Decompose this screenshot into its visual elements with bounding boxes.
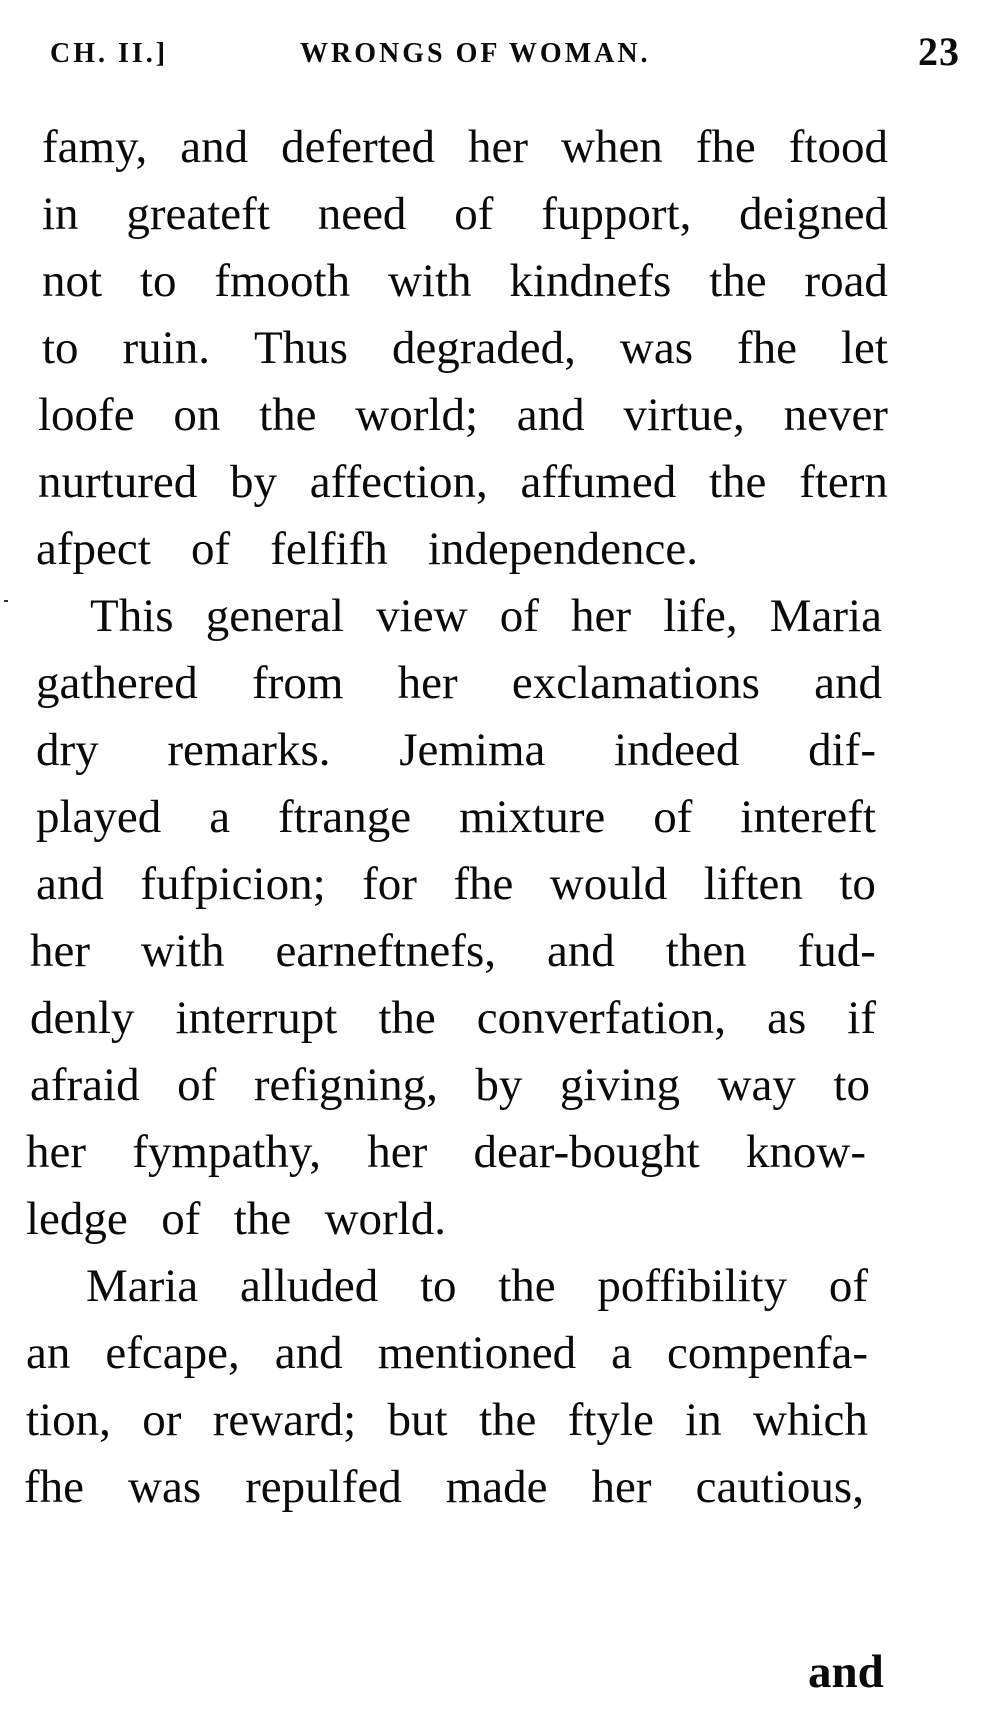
- word: the: [378, 992, 436, 1044]
- word: virtue,: [623, 389, 745, 441]
- word: with: [387, 255, 472, 307]
- word: her: [571, 590, 632, 642]
- word: know-: [745, 1126, 866, 1178]
- word: exclamations: [511, 657, 760, 709]
- word: deigned: [739, 188, 888, 240]
- text-line paragraph-start: [90, 580, 882, 652]
- word: was: [128, 1461, 202, 1513]
- word: fmooth: [214, 255, 351, 307]
- word: Thus: [253, 322, 348, 374]
- text-line: [36, 647, 882, 719]
- text-line paragraph-start: [86, 1250, 868, 1322]
- word: fhe: [24, 1461, 85, 1513]
- word: of: [177, 1059, 217, 1111]
- word: gathered: [36, 657, 198, 709]
- word: an: [26, 1327, 71, 1379]
- word: the: [259, 389, 317, 441]
- word: to: [839, 858, 876, 910]
- word: her: [26, 1126, 87, 1178]
- word: afpect: [36, 523, 151, 575]
- word: when: [561, 121, 663, 173]
- word: for: [362, 858, 417, 910]
- word: refigning,: [253, 1059, 438, 1111]
- word: denly: [30, 992, 135, 1044]
- word: affection,: [309, 456, 488, 508]
- word: converfation,: [476, 992, 727, 1044]
- text-line: [26, 1384, 868, 1456]
- text-line: [42, 178, 888, 250]
- word: famy,: [42, 121, 148, 173]
- word: and: [36, 858, 104, 910]
- word: loofe: [38, 389, 135, 441]
- word: mixture: [459, 791, 606, 843]
- chapter-marker: CH. II.]: [50, 38, 169, 69]
- word: her: [397, 657, 458, 709]
- word: world.: [324, 1193, 446, 1245]
- word: Jemima: [399, 724, 546, 776]
- word: of: [653, 791, 693, 843]
- word: was: [619, 322, 693, 374]
- word: fupport,: [541, 188, 692, 240]
- word: the: [709, 255, 767, 307]
- catchword: and: [808, 1646, 884, 1698]
- word: played: [36, 791, 162, 843]
- word: ftyle: [567, 1394, 654, 1446]
- word: Maria: [86, 1260, 199, 1312]
- word: general: [205, 590, 345, 642]
- text-line: [42, 111, 888, 183]
- text-line: [26, 1116, 866, 1188]
- word: independence.: [427, 523, 698, 575]
- word: deferted: [281, 121, 436, 173]
- word: efcape,: [105, 1327, 240, 1379]
- word: ruin.: [122, 322, 210, 374]
- word: way: [717, 1059, 796, 1111]
- word: of: [828, 1260, 868, 1312]
- word: compenfa-: [667, 1327, 868, 1379]
- word: interrupt: [175, 992, 338, 1044]
- word: her: [591, 1461, 652, 1513]
- text-line: [36, 848, 876, 920]
- word: but: [387, 1394, 448, 1446]
- word: of: [499, 590, 539, 642]
- word: fhe: [695, 121, 756, 173]
- margin-speck: [4, 600, 8, 602]
- word: the: [498, 1260, 556, 1312]
- word: alluded: [239, 1260, 379, 1312]
- word: dif-: [808, 724, 876, 776]
- text-line: [36, 714, 876, 786]
- word: fud-: [797, 925, 876, 977]
- word: fufpicion;: [140, 858, 326, 910]
- word: a: [611, 1327, 633, 1379]
- word: which: [753, 1394, 868, 1446]
- word: world;: [355, 389, 479, 441]
- word: earneftnefs,: [275, 925, 496, 977]
- word: from: [252, 657, 344, 709]
- word: by: [230, 456, 278, 508]
- word: let: [840, 322, 888, 374]
- word: ftrange: [278, 791, 412, 843]
- word: affumed: [520, 456, 677, 508]
- word: if: [847, 992, 876, 1044]
- word: of: [190, 523, 231, 575]
- text-line: [24, 1451, 864, 1523]
- word: ledge: [26, 1193, 128, 1245]
- word: greateft: [126, 188, 270, 240]
- word: of: [161, 1193, 201, 1245]
- word: to: [419, 1260, 457, 1312]
- word: nurtured: [38, 456, 198, 508]
- word: felfifh: [270, 523, 388, 575]
- word: her: [367, 1126, 428, 1178]
- word: and: [274, 1327, 343, 1379]
- text-line: [36, 781, 876, 853]
- text-line: [42, 312, 888, 384]
- word: the: [233, 1193, 292, 1245]
- word: with: [140, 925, 225, 977]
- word: liften: [703, 858, 803, 910]
- word: fhe: [736, 322, 797, 374]
- word: and: [180, 121, 249, 173]
- text-line: [26, 1317, 868, 1389]
- word: by: [475, 1059, 523, 1111]
- word: to: [139, 255, 177, 307]
- word: or: [142, 1394, 182, 1446]
- word: the: [478, 1394, 537, 1446]
- word: and: [546, 925, 615, 977]
- word: dry: [36, 724, 99, 776]
- text-line: [38, 446, 888, 518]
- word: cautious,: [695, 1461, 864, 1513]
- text-line: [30, 982, 876, 1054]
- word: reward;: [212, 1394, 357, 1446]
- word: ftern: [799, 456, 888, 508]
- word: Maria: [769, 590, 882, 642]
- word: and: [516, 389, 585, 441]
- word: as: [767, 992, 807, 1044]
- word: not: [42, 255, 103, 307]
- word: need: [317, 188, 407, 240]
- word: her: [30, 925, 91, 977]
- word: giving: [559, 1059, 681, 1111]
- page-number: 23: [918, 29, 960, 74]
- word: in: [685, 1394, 722, 1446]
- word: fhe: [453, 858, 514, 910]
- text-line: [38, 379, 888, 451]
- word: degraded,: [391, 322, 576, 374]
- word: kindnefs: [509, 255, 672, 307]
- word: a: [209, 791, 231, 843]
- word: view: [376, 590, 468, 642]
- word: fympathy,: [132, 1126, 322, 1178]
- word: indeed: [614, 724, 740, 776]
- word: made: [445, 1461, 548, 1513]
- word: then: [665, 925, 747, 977]
- word: tion,: [26, 1394, 111, 1446]
- word: intereft: [740, 791, 876, 843]
- word: road: [804, 255, 888, 307]
- word: in: [42, 188, 79, 240]
- word: to: [42, 322, 79, 374]
- word: ftood: [788, 121, 888, 173]
- word: dear-bought: [473, 1126, 700, 1178]
- word: This: [90, 590, 174, 642]
- word: and: [814, 657, 882, 709]
- text-line: [42, 245, 888, 317]
- word: repulfed: [245, 1461, 402, 1513]
- word: would: [549, 858, 668, 910]
- word: never: [783, 389, 888, 441]
- text-line: [36, 513, 698, 585]
- running-title: WRONGS OF WOMAN.: [300, 38, 651, 69]
- word: on: [173, 389, 221, 441]
- text-line: [30, 1049, 870, 1121]
- word: life,: [663, 590, 738, 642]
- word: remarks.: [167, 724, 331, 776]
- word: poffibility: [597, 1260, 788, 1312]
- word: of: [454, 188, 494, 240]
- word: mentioned: [377, 1327, 577, 1379]
- word: to: [833, 1059, 870, 1111]
- word: the: [709, 456, 767, 508]
- text-line: [30, 915, 876, 987]
- text-line: [26, 1183, 446, 1255]
- word: her: [468, 121, 529, 173]
- word: afraid: [30, 1059, 140, 1111]
- running-head: [50, 28, 960, 88]
